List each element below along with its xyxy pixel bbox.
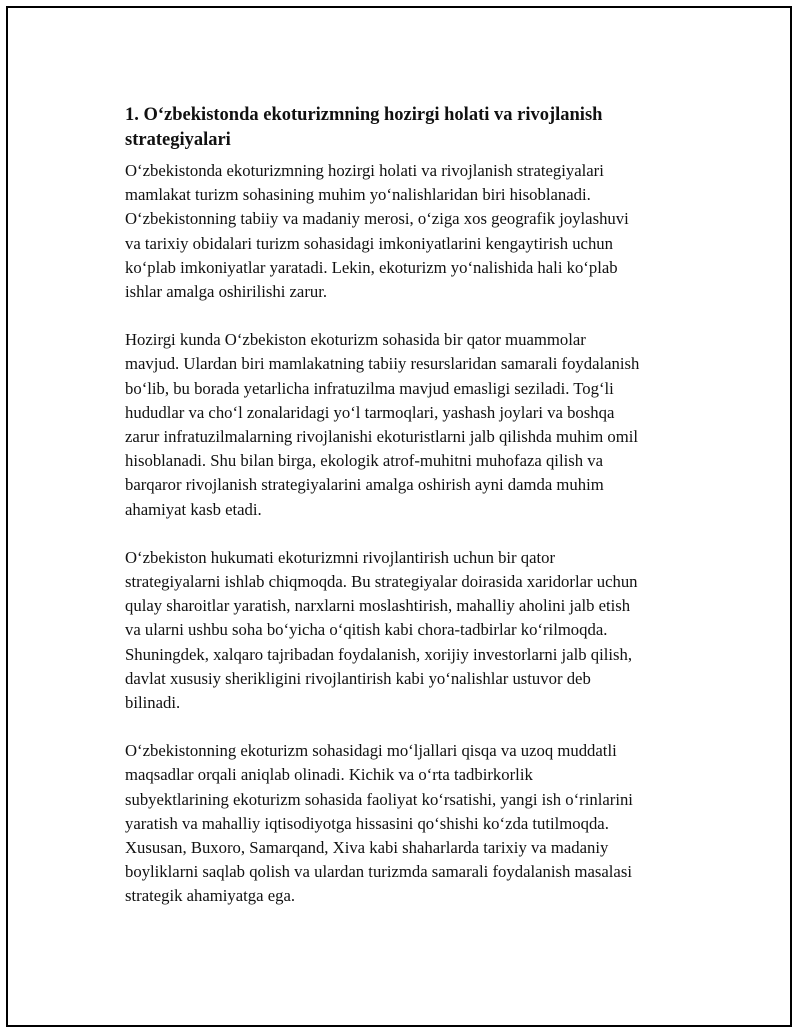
paragraph-4 <box>125 739 710 908</box>
text-line: boyliklarni saqlab qolish va ulardan turizmda samarali foydalanish masalasi <box>125 862 632 882</box>
text-line: Hozirgi kunda O‘zbekiston ekoturizm sohasida bir qator muammolar <box>125 330 586 350</box>
text-line: mamlakat turizm sohasining muhim yo‘nalishlaridan biri hisoblanadi. <box>125 185 591 205</box>
paragraph-2 <box>125 328 710 522</box>
text-line: yaratish va mahalliy iqtisodiyotga hissasini qo‘shishi ko‘zda tutilmoqda. <box>125 813 609 833</box>
text-line: Shuningdek, xalqaro tajribadan foydalanish, xorijiy investorlarni jalb qilish, <box>125 644 633 664</box>
heading-line: strategiyalari <box>125 130 231 150</box>
text-line: O‘zbekiston hukumati ekoturizmni rivojlantirish uchun bir qator <box>125 547 556 567</box>
text-line: bo‘lib, bu borada yetarlicha infratuzilma mavjud emasligi seziladi. Tog‘li <box>125 378 614 398</box>
text-line: bilinadi. <box>125 693 181 713</box>
text-line: ahamiyat kasb etadi. <box>125 499 262 519</box>
text-line: hududlar va cho‘l zonalaridagi yo‘l tarmoqlari, yashash joylari va boshqa <box>125 402 615 422</box>
text-line: subyektlarining ekoturizm sohasida faoliyat ko‘rsatishi, yangi ish o‘rinlarini <box>125 789 633 809</box>
paragraph-3 <box>125 546 710 715</box>
text-line: ishlar amalga oshirilishi zarur. <box>125 282 328 302</box>
text-line: va ularni ushbu soha bo‘yicha o‘qitish kabi chora-tadbirlar ko‘rilmoqda. <box>125 620 608 640</box>
text-line: barqaror rivojlanish strategiyalarini amalga oshirish ayni damda muhim <box>125 475 604 495</box>
text-line: maqsadlar orqali aniqlab olinadi. Kichik va o‘rta tadbirkorlik <box>125 765 533 785</box>
text-line: O‘zbekistonning ekoturizm sohasidagi mo‘ljallari qisqa va uzoq muddatli <box>125 741 617 761</box>
text-line: va tarixiy obidalari turizm sohasidagi imkoniyatlarini kengaytirish uchun <box>125 233 613 253</box>
text-line: ko‘plab imkoniyatlar yaratadi. Lekin, ekoturizm yo‘nalishida hali ko‘plab <box>125 257 618 277</box>
text-line: zarur infratuzilmalarning rivojlanishi ekoturistlarni jalb qilishda muhim omil <box>125 427 639 447</box>
text-line: davlat xususiy sherikligini rivojlantirish kabi yo‘nalishlar ustuvor deb <box>125 668 591 688</box>
text-line: hisoblanadi. Shu bilan birga, ekologik atrof-muhitni muhofaza qilish va <box>125 451 603 471</box>
document-body <box>125 103 710 933</box>
text-line: O‘zbekistonda ekoturizmning hozirgi holati va rivojlanish strategiyalari <box>125 161 604 180</box>
heading-line: 1. O‘zbekistonda ekoturizmning hozirgi holati va rivojlanish <box>125 105 603 125</box>
text-line: Xususan, Buxoro, Samarqand, Xiva kabi shaharlarda tarixiy va madaniy <box>125 838 609 858</box>
text-line: qulay sharoitlar yaratish, narxlarni moslashtirish, mahalliy aholini jalb etish <box>125 596 631 616</box>
text-line: strategiyalarni ishlab chiqmoqda. Bu strategiyalar doirasida xaridorlar uchun <box>125 572 638 592</box>
text-line: strategik ahamiyatga ega. <box>125 886 296 906</box>
paragraph-1 <box>125 159 710 304</box>
text-line: O‘zbekistonning tabiiy va madaniy merosi, o‘ziga xos geografik joylashuvi <box>125 209 629 229</box>
page-frame <box>6 6 792 1027</box>
text-line: mavjud. Ulardan biri mamlakatning tabiiy resurslaridan samarali foydalanish <box>125 354 640 374</box>
section-heading <box>125 103 710 153</box>
